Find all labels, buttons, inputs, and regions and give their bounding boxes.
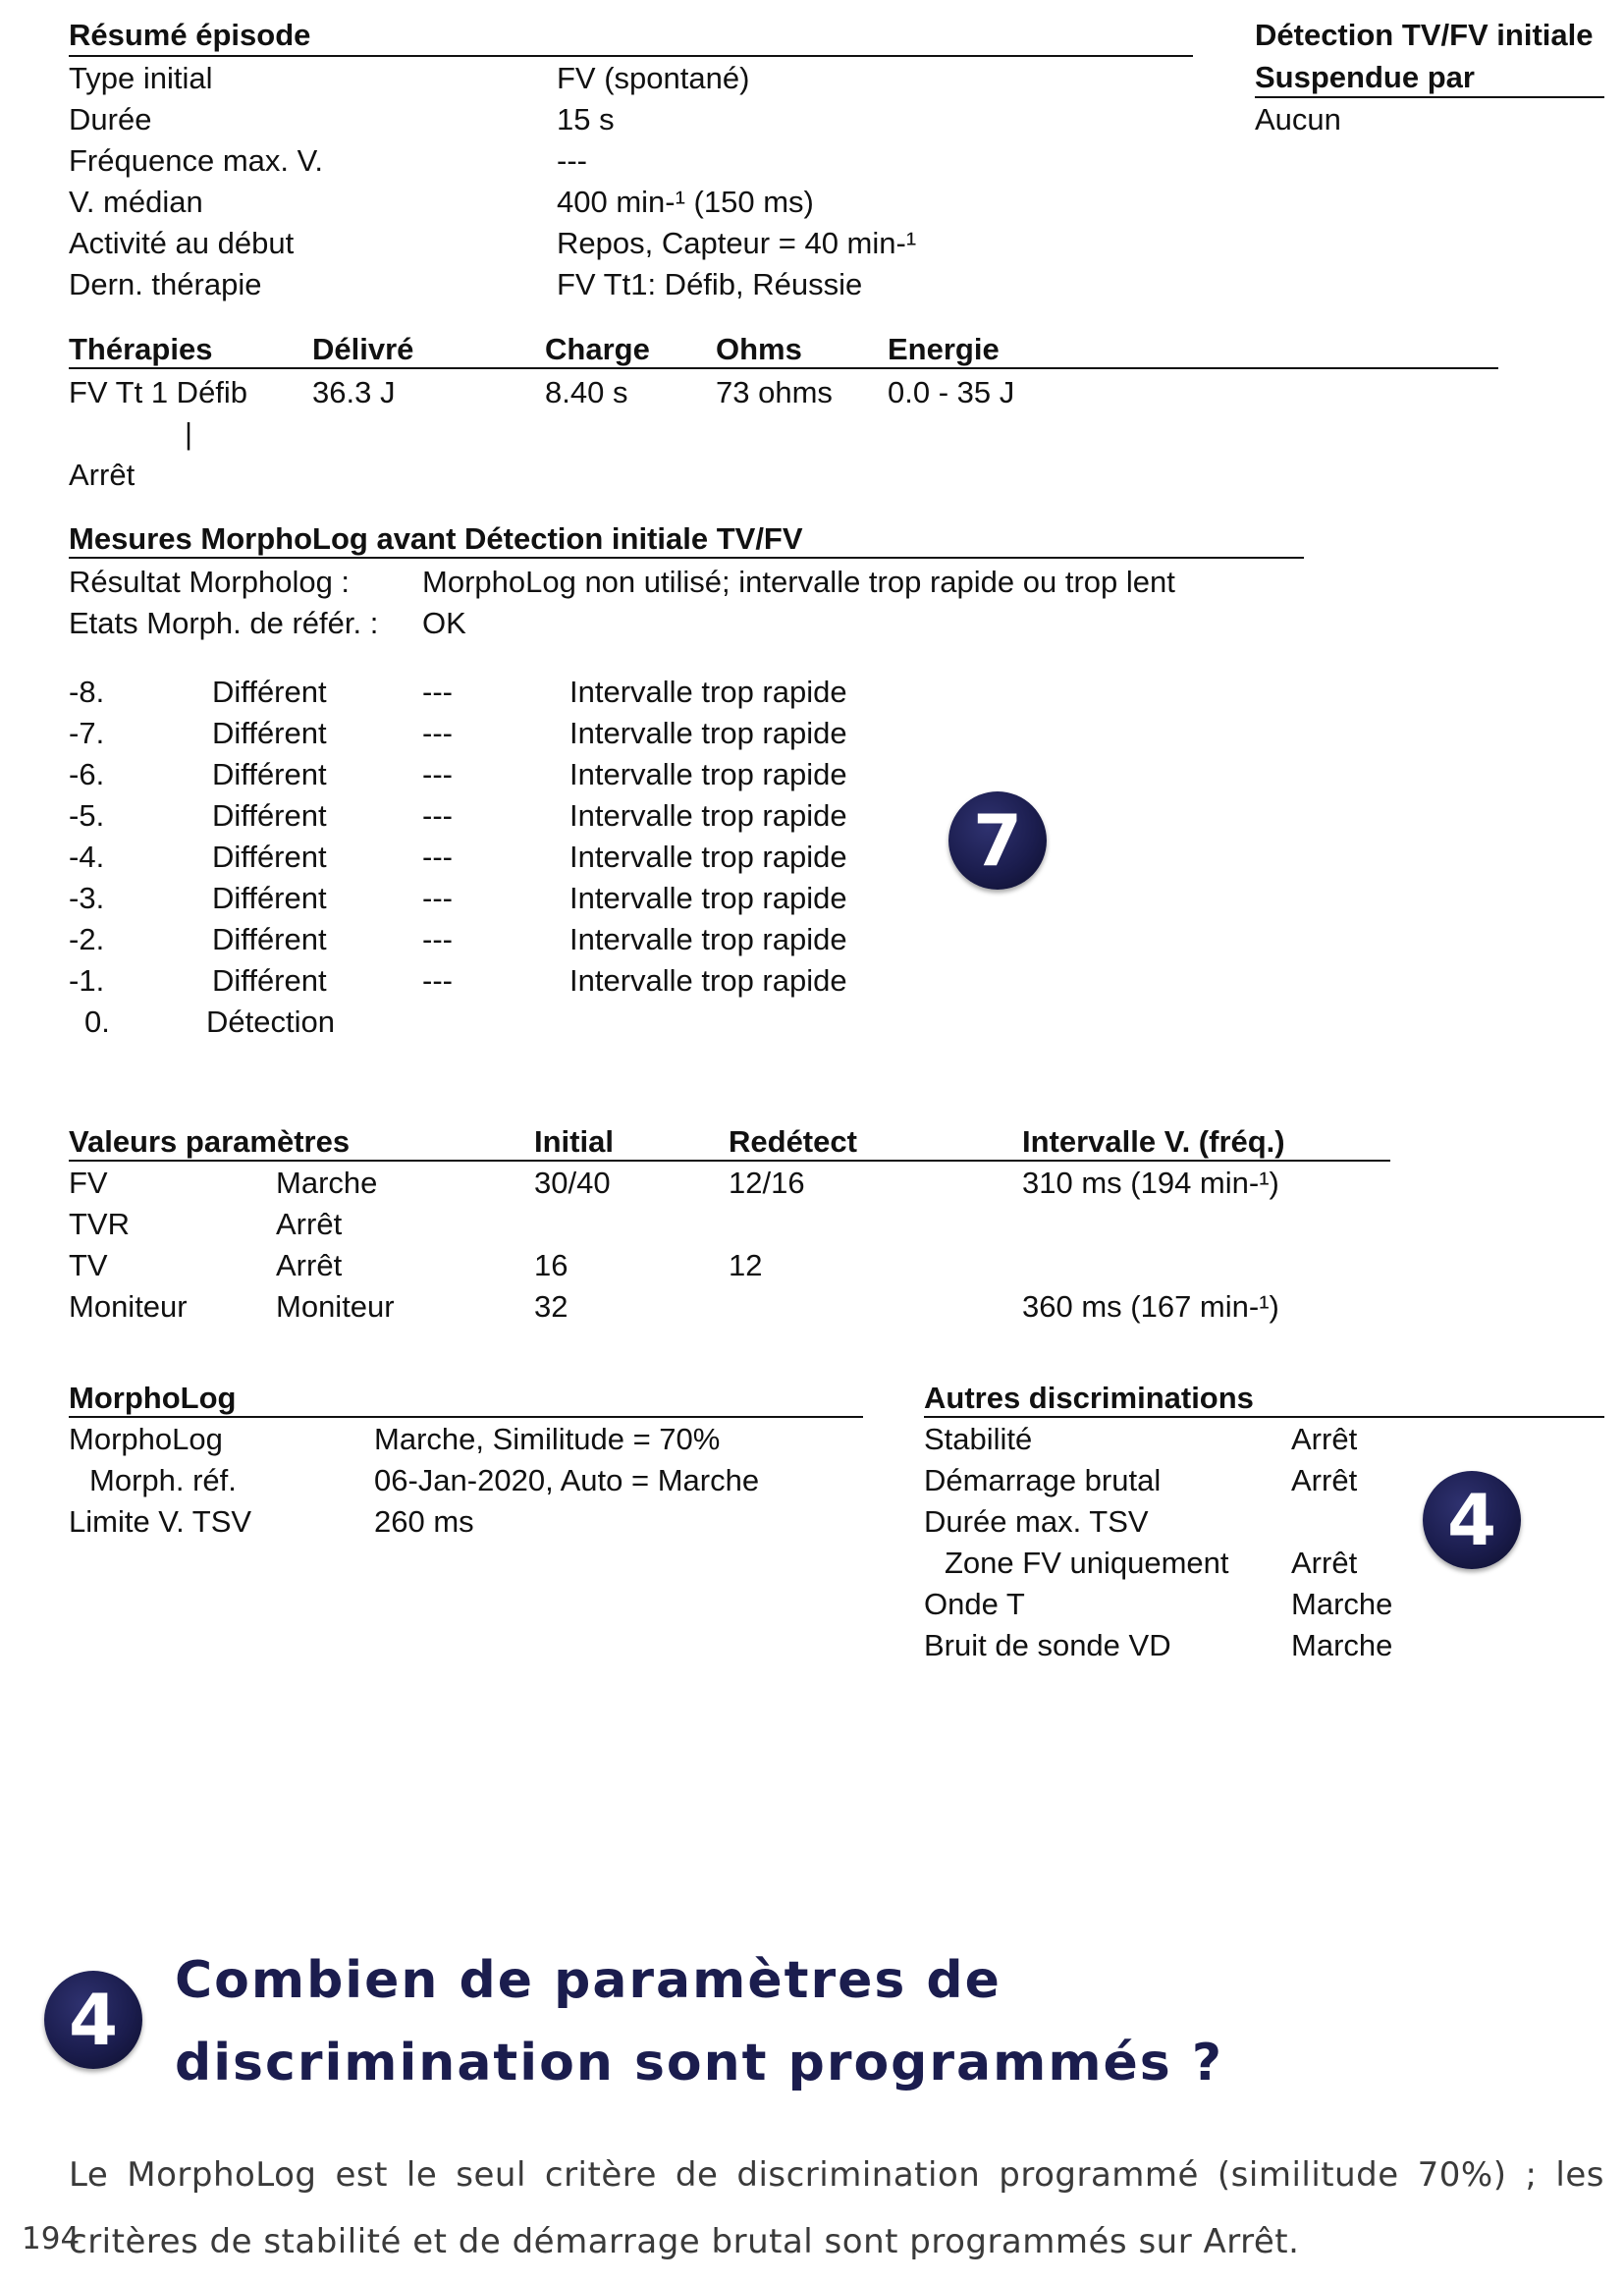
beat-note: Intervalle trop rapide (569, 881, 847, 915)
resume-value: Repos, Capteur = 40 min-¹ (557, 226, 917, 260)
params-cell: 12/16 (729, 1166, 805, 1200)
divider (924, 1416, 1604, 1418)
params-cell: Moniteur (276, 1289, 395, 1324)
page-number: 194 (22, 2221, 81, 2256)
resume-label: Fréquence max. V. (69, 143, 324, 178)
beat-dash: --- (422, 881, 453, 915)
morpholog-measures-title: Mesures MorphoLog avant Détection initiale TV/FV (69, 521, 803, 556)
beat-dash: --- (422, 963, 453, 998)
resume-title: Résumé épisode (69, 18, 311, 52)
params-cell: Marche (276, 1166, 378, 1200)
beat-note: Intervalle trop rapide (569, 716, 847, 750)
resume-value: 15 s (557, 102, 615, 136)
resume-label: V. médian (69, 185, 203, 219)
beat-status: Différent (212, 963, 327, 998)
morpholog-label: MorphoLog (69, 1422, 223, 1456)
beat-dash: --- (422, 922, 453, 956)
badge-4: 4 (1423, 1471, 1521, 1569)
morpholog-value: 260 ms (374, 1504, 474, 1539)
params-cell: 32 (534, 1289, 568, 1324)
morpholog-result-value: MorphoLog non utilisé; intervalle trop rapide ou trop lent (422, 565, 1175, 599)
resume-value: 400 min-¹ (150 ms) (557, 185, 814, 219)
therapies-cell: FV Tt 1 Défib (69, 375, 248, 409)
params-cell: Moniteur (69, 1289, 188, 1324)
beat-status: Différent (212, 798, 327, 833)
therapies-cell: 8.40 s (545, 375, 628, 409)
therapies-cell: 73 ohms (716, 375, 833, 409)
autres-label: Stabilité (924, 1422, 1033, 1456)
question-title-line2: discrimination sont programmés ? (175, 2034, 1223, 2092)
params-header: Intervalle V. (fréq.) (1022, 1124, 1285, 1159)
beat-number: -5. (69, 798, 105, 833)
autres-value: Arrêt (1291, 1546, 1358, 1580)
params-cell: TVR (69, 1207, 130, 1241)
autres-value: Arrêt (1291, 1422, 1358, 1456)
beat-number: -1. (69, 963, 105, 998)
divider (69, 367, 1498, 369)
beat-number: -6. (69, 757, 105, 791)
divider (1255, 96, 1604, 98)
answer-text: Le MorphoLog est le seul critère de discrimination programmé (similitude 70%) ; les critères de stabilité et de démarrage brutal sont programmés sur Arrêt. (69, 2155, 1604, 2261)
autres-label: Bruit de sonde VD (924, 1628, 1171, 1662)
params-cell: Arrêt (276, 1248, 343, 1282)
params-cell: Arrêt (276, 1207, 343, 1241)
resume-label: Activité au début (69, 226, 295, 260)
morpholog-result-label: Résultat Morpholog : (69, 565, 351, 599)
beat-number: -4. (69, 840, 105, 874)
therapies-stop: Arrêt (69, 458, 135, 492)
morpholog-states-label: Etats Morph. de référ. : (69, 606, 379, 640)
beat-number: -3. (69, 881, 105, 915)
divider (69, 55, 1193, 57)
beat-note: Intervalle trop rapide (569, 798, 847, 833)
morpholog-value: 06-Jan-2020, Auto = Marche (374, 1463, 760, 1497)
beat-status: Différent (212, 675, 327, 709)
detection-label: Détection (206, 1005, 335, 1039)
beat-dash: --- (422, 716, 453, 750)
badge-7: 7 (948, 791, 1047, 890)
resume-value: FV (spontané) (557, 61, 750, 95)
beat-dash: --- (422, 757, 453, 791)
divider (69, 557, 1304, 559)
resume-value: --- (557, 143, 587, 178)
params-cell: FV (69, 1166, 108, 1200)
params-header: Valeurs paramètres (69, 1124, 351, 1159)
therapies-header: Thérapies (69, 332, 213, 366)
resume-label: Durée (69, 102, 152, 136)
autres-label: Onde T (924, 1587, 1025, 1621)
divider (69, 1160, 1390, 1162)
beat-note: Intervalle trop rapide (569, 840, 847, 874)
therapies-header: Charge (545, 332, 650, 366)
autres-value: Arrêt (1291, 1463, 1358, 1497)
beat-number: -8. (69, 675, 105, 709)
params-cell: 310 ms (194 min-¹) (1022, 1166, 1279, 1200)
beat-note: Intervalle trop rapide (569, 963, 847, 998)
morpholog-states-value: OK (422, 606, 466, 640)
params-cell: 12 (729, 1248, 763, 1282)
beat-note: Intervalle trop rapide (569, 757, 847, 791)
resume-value: FV Tt1: Défib, Réussie (557, 267, 863, 301)
beat-dash: --- (422, 840, 453, 874)
autres-label: Démarrage brutal (924, 1463, 1162, 1497)
beat-dash: --- (422, 798, 453, 833)
morpholog-label: Limite V. TSV (69, 1504, 252, 1539)
beat-number: -2. (69, 922, 105, 956)
params-header: Initial (534, 1124, 614, 1159)
autres-value: Marche (1291, 1628, 1393, 1662)
autres-title: Autres discriminations (924, 1381, 1254, 1415)
therapies-cell: 0.0 - 35 J (888, 375, 1015, 409)
detection-subtitle: Suspendue par (1255, 60, 1475, 94)
beat-note: Intervalle trop rapide (569, 675, 847, 709)
beat-status: Différent (212, 840, 327, 874)
params-header: Redétect (729, 1124, 857, 1159)
beat-status: Différent (212, 881, 327, 915)
autres-label: Durée max. TSV (924, 1504, 1149, 1539)
therapies-pipe: | (185, 416, 193, 451)
question-badge: 4 (44, 1971, 142, 2069)
beat-status: Différent (212, 922, 327, 956)
beat-note: Intervalle trop rapide (569, 922, 847, 956)
params-cell: 360 ms (167 min-¹) (1022, 1289, 1279, 1324)
therapies-cell: 36.3 J (312, 375, 396, 409)
autres-value: Marche (1291, 1587, 1393, 1621)
morpholog-value: Marche, Similitude = 70% (374, 1422, 721, 1456)
divider (69, 1416, 863, 1418)
morpholog-title: MorphoLog (69, 1381, 237, 1415)
params-cell: 16 (534, 1248, 568, 1282)
beat-status: Différent (212, 757, 327, 791)
beat-status: Différent (212, 716, 327, 750)
question-title-line1: Combien de paramètres de (175, 1951, 1001, 2010)
therapies-header: Ohms (716, 332, 802, 366)
params-cell: 30/40 (534, 1166, 611, 1200)
autres-label: Zone FV uniquement (945, 1546, 1229, 1580)
detection-title: Détection TV/FV initiale (1255, 18, 1594, 52)
therapies-header: Energie (888, 332, 1000, 366)
resume-label: Dern. thérapie (69, 267, 262, 301)
resume-label: Type initial (69, 61, 213, 95)
detection-number: 0. (84, 1005, 110, 1039)
beat-dash: --- (422, 675, 453, 709)
params-cell: TV (69, 1248, 108, 1282)
morpholog-label: Morph. réf. (89, 1463, 237, 1497)
beat-number: -7. (69, 716, 105, 750)
therapies-header: Délivré (312, 332, 414, 366)
detection-value: Aucun (1255, 102, 1341, 136)
